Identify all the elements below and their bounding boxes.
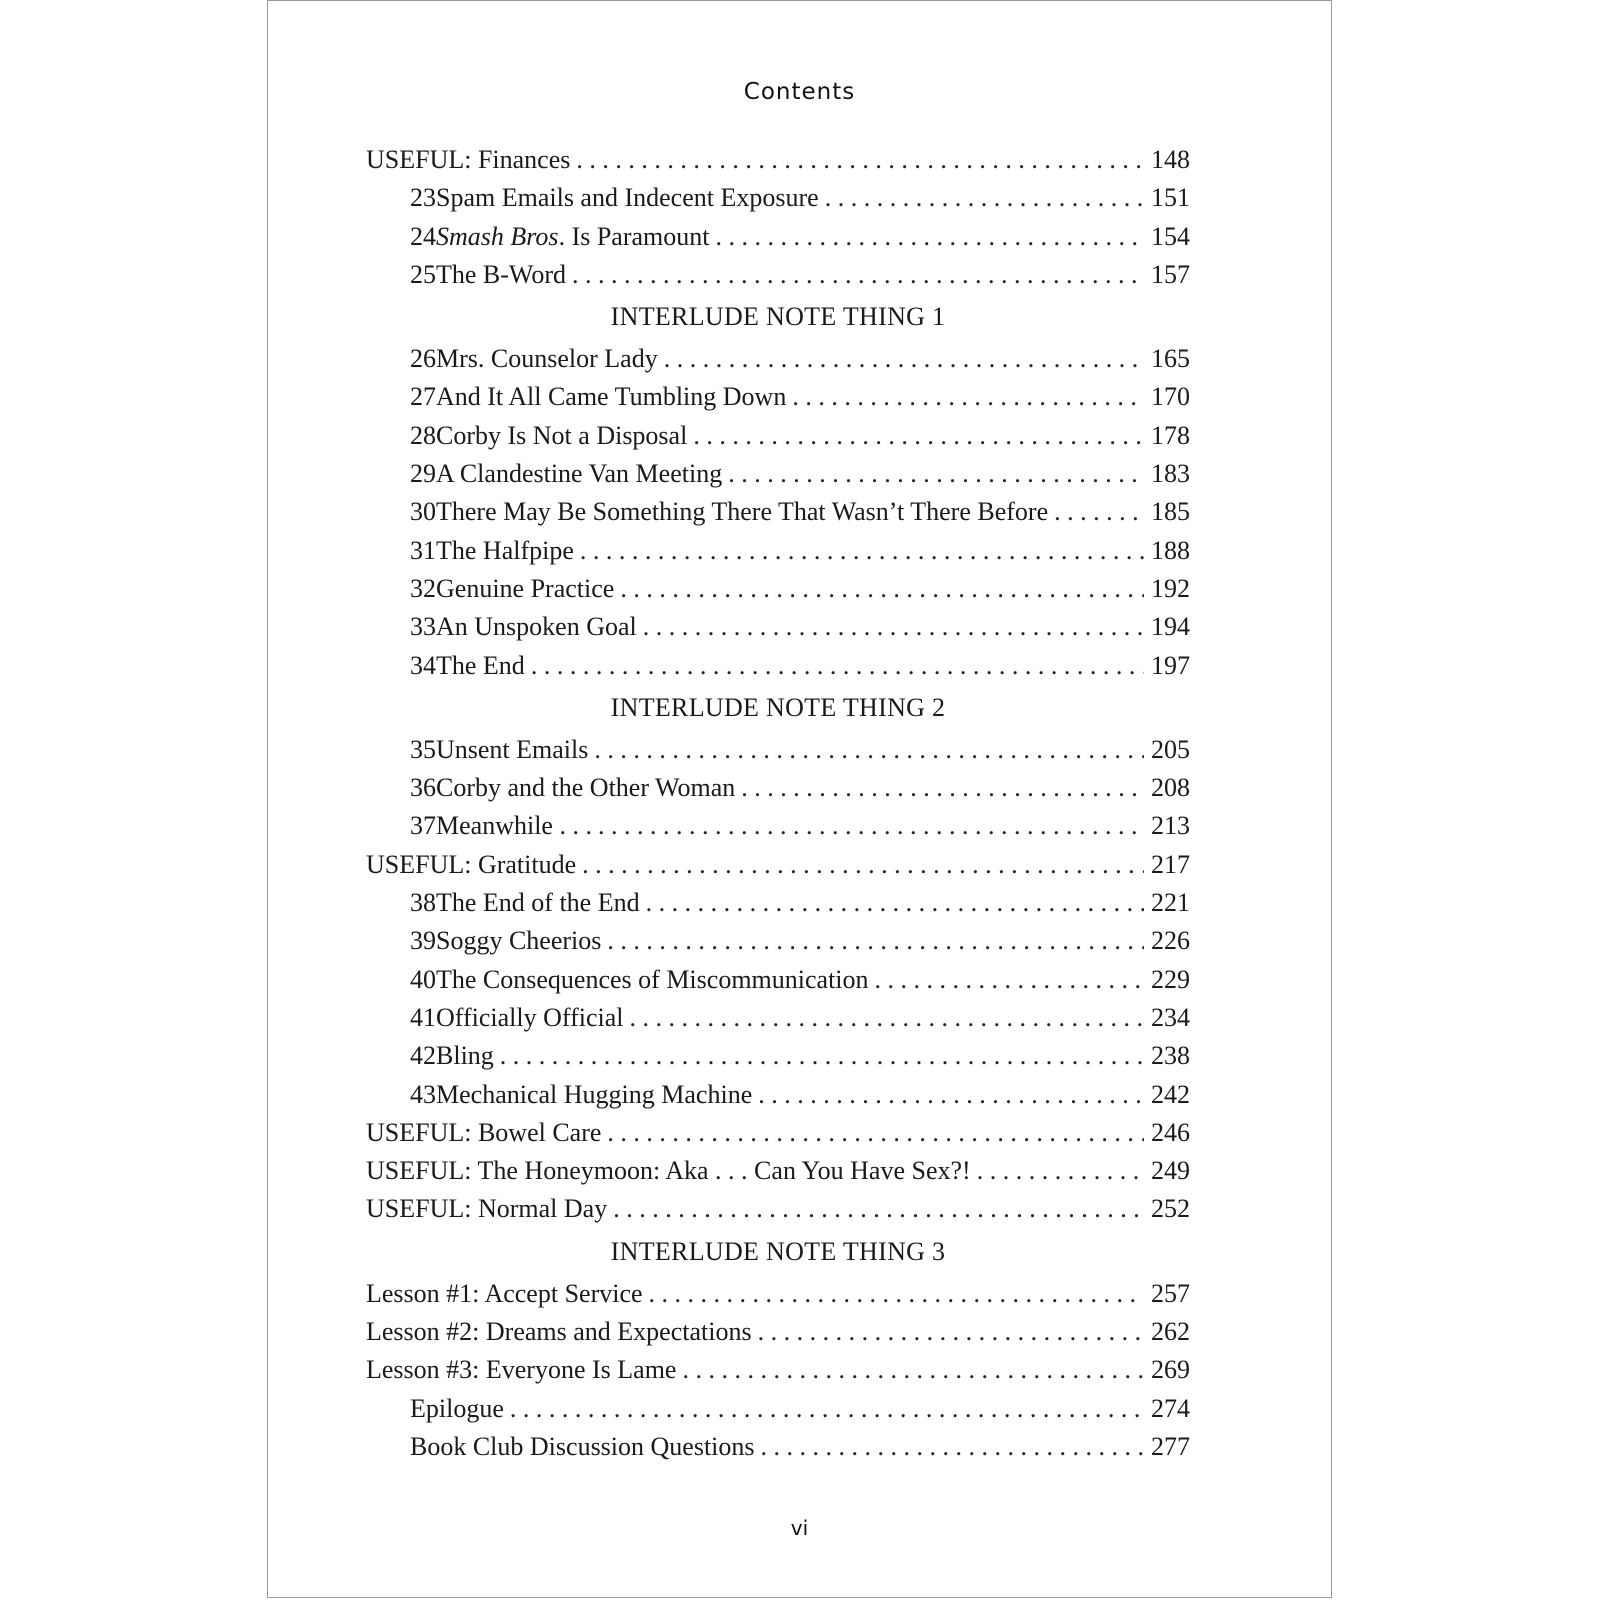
dot-leader xyxy=(646,884,1144,922)
dot-leader xyxy=(576,141,1144,179)
entry-title: A Clandestine Van Meeting xyxy=(436,459,723,489)
toc-entry xyxy=(366,884,1190,922)
entry-title: Genuine Practice xyxy=(436,573,615,603)
page-number: 185 xyxy=(1151,497,1190,527)
page-number: 246 xyxy=(1151,1117,1190,1147)
chapter-number: 27 xyxy=(410,382,436,412)
page-number: 217 xyxy=(1151,849,1190,879)
entry-title: Book Club Discussion Questions xyxy=(410,1431,755,1461)
page-number: 165 xyxy=(1151,344,1190,374)
entry-title: Lesson #2: Dreams and Expectations xyxy=(366,1317,752,1347)
entry-title: USEFUL: Finances xyxy=(366,145,571,174)
chapter-number: 25 xyxy=(410,259,436,289)
chapter-number: 26 xyxy=(410,344,436,374)
entry-title: An Unspoken Goal xyxy=(436,612,637,642)
chapter-number: 43 xyxy=(410,1079,436,1109)
toc-entry xyxy=(366,608,1190,646)
toc-entry xyxy=(366,1390,1190,1428)
page-number: 252 xyxy=(1151,1194,1190,1224)
entry-title: Corby and the Other Woman xyxy=(436,773,736,803)
toc-entry xyxy=(366,1114,1190,1152)
entry-title-italic: Smash Bros xyxy=(436,221,559,251)
page-number: 151 xyxy=(1151,183,1190,213)
dot-leader xyxy=(741,769,1144,807)
toc-entry xyxy=(366,340,1190,378)
toc-entry xyxy=(366,218,1190,256)
entry-title: Lesson #1: Accept Service xyxy=(366,1278,643,1308)
entry-title: USEFUL: Bowel Care xyxy=(366,1117,602,1147)
page-number: 208 xyxy=(1151,773,1190,803)
dot-leader xyxy=(594,731,1144,769)
toc-entry xyxy=(366,647,1190,685)
page-number: 262 xyxy=(1151,1317,1190,1347)
page-number: 188 xyxy=(1151,535,1190,565)
entry-title: USEFUL: Normal Day xyxy=(366,1194,608,1224)
page-number: 234 xyxy=(1151,1002,1190,1032)
chapter-number: 37 xyxy=(410,811,436,841)
chapter-number: 28 xyxy=(410,420,436,450)
interlude-heading: INTERLUDE NOTE THING 2 xyxy=(610,692,946,722)
entry-title: The End of the End xyxy=(436,888,640,918)
toc-entry xyxy=(366,961,1190,999)
toc-entry xyxy=(366,179,1190,217)
chapter-number: 38 xyxy=(410,888,436,918)
toc-entry xyxy=(366,1351,1190,1389)
entry-title: Bling xyxy=(436,1041,494,1071)
entry-title: USEFUL: Gratitude xyxy=(366,849,577,879)
toc-entry xyxy=(366,417,1190,455)
chapter-number: 35 xyxy=(410,734,436,764)
dot-leader xyxy=(582,846,1144,884)
page-number: 197 xyxy=(1151,650,1190,680)
page-number: 194 xyxy=(1151,612,1190,642)
dot-leader xyxy=(643,608,1144,646)
page-number: 213 xyxy=(1151,811,1190,841)
chapter-number: 30 xyxy=(410,497,436,527)
toc-entry xyxy=(366,807,1190,845)
dot-leader xyxy=(607,1114,1144,1152)
dot-leader xyxy=(758,1313,1144,1351)
dot-leader xyxy=(572,256,1144,294)
toc-entry xyxy=(366,1076,1190,1114)
toc-entry xyxy=(366,532,1190,570)
dot-leader xyxy=(580,532,1144,570)
dot-leader xyxy=(500,1037,1144,1075)
page-number: 226 xyxy=(1151,926,1190,956)
page-number: 148 xyxy=(1151,145,1190,174)
entry-title: And It All Came Tumbling Down xyxy=(436,382,787,412)
chapter-number: 40 xyxy=(410,964,436,994)
dot-leader xyxy=(715,218,1144,256)
toc-entry xyxy=(366,846,1190,884)
entry-title: Meanwhile . . . xyxy=(436,811,592,841)
dot-leader xyxy=(649,1275,1144,1313)
dot-leader xyxy=(728,455,1144,493)
toc-entry xyxy=(366,999,1190,1037)
entry-title: The B-Word xyxy=(436,259,567,289)
dot-leader xyxy=(977,1152,1144,1190)
dot-leader xyxy=(510,1390,1144,1428)
chapter-number: 36 xyxy=(410,773,436,803)
dot-leader xyxy=(792,378,1144,416)
dot-leader xyxy=(620,570,1144,608)
toc-entry xyxy=(366,1152,1190,1190)
page-number: 205 xyxy=(1151,734,1190,764)
toc-entry xyxy=(366,455,1190,493)
page-number: 269 xyxy=(1151,1355,1190,1385)
toc-entry xyxy=(366,922,1190,960)
chapter-number: 34 xyxy=(410,650,436,680)
table-of-contents xyxy=(366,141,1190,1466)
entry-title-rest: . Is Paramount xyxy=(558,221,710,251)
chapter-number: 23 xyxy=(410,183,436,213)
entry-title: Mrs. Counselor Lady xyxy=(436,344,658,374)
page-number: 274 xyxy=(1151,1393,1190,1423)
entry-title: Unsent Emails xyxy=(436,734,589,764)
page-number: 178 xyxy=(1151,420,1190,450)
entry-title xyxy=(436,218,709,256)
page-number: 229 xyxy=(1151,964,1190,994)
dot-leader xyxy=(629,999,1144,1037)
entry-title: The Consequences of Miscommunication xyxy=(436,964,869,994)
book-page xyxy=(267,0,1332,1598)
page-number: 249 xyxy=(1151,1156,1190,1186)
dot-leader xyxy=(825,179,1144,217)
dot-leader xyxy=(1054,493,1144,531)
chapter-number: 29 xyxy=(410,459,436,489)
page-number: 257 xyxy=(1151,1278,1190,1308)
interlude-heading: INTERLUDE NOTE THING 1 xyxy=(610,302,946,332)
entry-title: USEFUL: The Honeymoon: Aka . . . Can You Have Sex?! xyxy=(366,1156,971,1186)
toc-entry xyxy=(366,378,1190,416)
chapter-number: 33 xyxy=(410,612,436,642)
toc-entry xyxy=(366,731,1190,769)
page-number: 277 xyxy=(1151,1431,1190,1461)
toc-entry xyxy=(366,141,1190,179)
chapter-number: 41 xyxy=(410,1002,436,1032)
toc-entry xyxy=(366,256,1190,294)
page-number: 242 xyxy=(1151,1079,1190,1109)
toc-entry xyxy=(366,1275,1190,1313)
dot-leader xyxy=(682,1351,1144,1389)
chapter-number: 32 xyxy=(410,573,436,603)
entry-title: Soggy Cheerios xyxy=(436,926,602,956)
dot-leader xyxy=(531,647,1144,685)
dot-leader xyxy=(613,1190,1144,1228)
page-number: 192 xyxy=(1151,573,1190,603)
contents-heading: Contents xyxy=(743,79,856,105)
dot-leader xyxy=(758,1076,1144,1114)
dot-leader xyxy=(664,340,1144,378)
page-folio: vi xyxy=(790,1516,809,1540)
toc-entry xyxy=(366,1190,1190,1228)
interlude-heading: INTERLUDE NOTE THING 3 xyxy=(610,1236,946,1266)
entry-title: Corby Is Not a Disposal xyxy=(436,420,688,450)
toc-entry xyxy=(366,1428,1190,1466)
entry-title: Lesson #3: Everyone Is Lame xyxy=(366,1355,677,1385)
toc-entry xyxy=(366,769,1190,807)
page-number: 221 xyxy=(1151,888,1190,918)
chapter-number: 42 xyxy=(410,1041,436,1071)
page-number: 157 xyxy=(1151,259,1190,289)
dot-leader xyxy=(607,922,1144,960)
dot-leader xyxy=(598,807,1144,845)
toc-entry xyxy=(366,493,1190,531)
toc-entry xyxy=(366,1037,1190,1075)
entry-title: The End xyxy=(436,650,525,680)
page-number: 170 xyxy=(1151,382,1190,412)
chapter-number: 39 xyxy=(410,926,436,956)
entry-title: Mechanical Hugging Machine xyxy=(436,1079,753,1109)
toc-entry xyxy=(366,1313,1190,1351)
dot-leader xyxy=(875,961,1144,999)
chapter-number: 31 xyxy=(410,535,436,565)
chapter-number: 24 xyxy=(410,221,436,251)
entry-title: Spam Emails and Indecent Exposure xyxy=(436,183,819,213)
page-number: 154 xyxy=(1151,221,1190,251)
entry-title: Officially Official xyxy=(436,1002,624,1032)
dot-leader xyxy=(761,1428,1144,1466)
page-number: 238 xyxy=(1151,1041,1190,1071)
entry-title: There May Be Something There That Wasn’t There Before xyxy=(436,497,1049,527)
entry-title: Epilogue xyxy=(410,1393,504,1423)
toc-entry xyxy=(366,570,1190,608)
entry-title: The Halfpipe xyxy=(436,535,574,565)
page-number: 183 xyxy=(1151,459,1190,489)
dot-leader xyxy=(693,417,1144,455)
